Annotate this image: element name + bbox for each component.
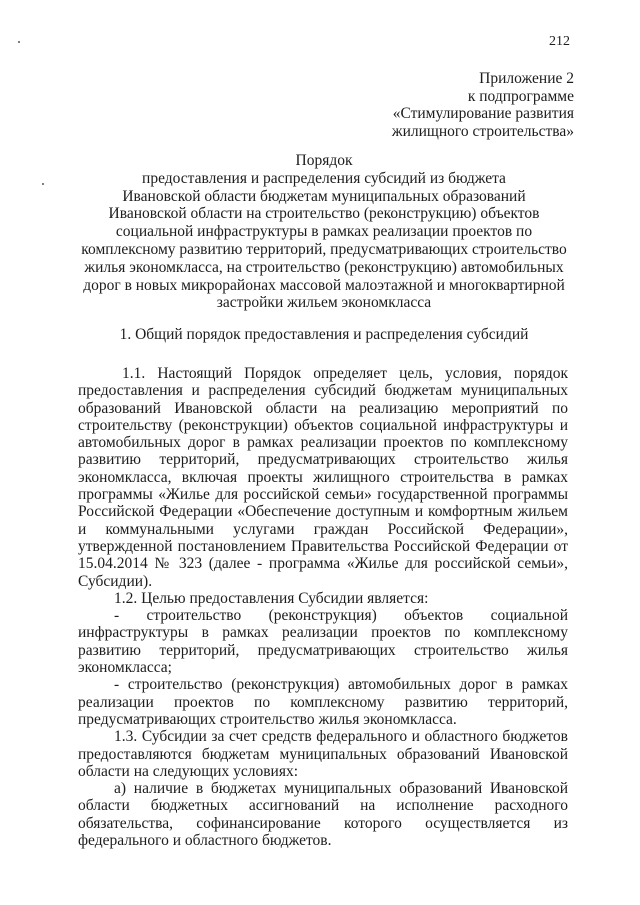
appendix-line: Приложение 2 xyxy=(479,70,574,87)
condition-a: а) наличие в бюджетах муниципальных образований Ивановской области бюджетных ассигнований на исполнение расходного обязательства, софинансирование которого осуществляется из федерального и областного бюджетов. xyxy=(78,780,568,850)
list-item-social-infrastructure: - строительство (реконструкция) объектов социальной инфраструктуры в рамках реализации проектов по комплексному развитию территорий, предусматривающих строительство жилья экономкласса; xyxy=(78,607,568,677)
scan-speck xyxy=(42,183,44,185)
title-line: Порядок xyxy=(295,152,353,169)
appendix-line: к подпрограмме xyxy=(467,87,574,105)
title-line: Ивановской области бюджетам муниципальных образований xyxy=(122,187,526,205)
document-body xyxy=(78,365,568,849)
list-item-roads: - строительство (реконструкция) автомобильных дорог в рамках реализации проектов по комплексному развитию территорий, предусматривающих строительство жилья экономкласса. xyxy=(78,676,568,728)
document-title xyxy=(78,152,570,312)
page-number: 212 xyxy=(549,34,570,49)
appendix-line: жилищного строительства» xyxy=(391,122,574,140)
paragraph-1-1: 1.1. Настоящий Порядок определяет цель, условия, порядок предоставления и распределения субсидий бюджетам муниципальных образований Ивановской области на реализацию мероприятий по строительству (реконструкции) объектов социальной инфраструктуры и автомобильных дорог в рамках реализации проектов по комплексному развитию территорий, предусматривающих строительство жилья экономкласса, включая проекты жилищного строительства в рамках программы «Жилье для российской семьи» государственной программы Российской Федерации «Обеспечение доступным и комфортным жильем и коммунальными услугами граждан Российской Федерации», утвержденной постановлением Правительства Российской Федерации от 15.04.2014 № 323 (далее - программа «Жилье для российской семьи», Субсидии). xyxy=(78,365,568,590)
paragraph-1-3: 1.3. Субсидии за счет средств федерального и областного бюджетов предоставляются бюджетам муниципальных образований Ивановской области на следующих условиях: xyxy=(78,728,568,780)
title-line: предоставления и распределения субсидий из бюджета xyxy=(142,169,506,187)
paragraph-1-2: 1.2. Целью предоставления Субсидии является: xyxy=(114,589,429,607)
title-line: застройки жильем экономкласса xyxy=(216,294,432,312)
title-line: социальной инфраструктуры в рамках реализации проектов по xyxy=(115,223,533,241)
appendix-reference xyxy=(392,70,574,140)
appendix-line: «Стимулирование развития xyxy=(392,105,574,122)
title-line: дорог в новых микрорайонах массовой малоэтажной и многоквартирной xyxy=(83,276,565,294)
title-line: жилья экономкласса, на строительство (реконструкцию) автомобильных xyxy=(84,258,564,276)
title-line: Ивановской области на строительство (реконструкцию) объектов xyxy=(108,205,540,223)
section-heading: 1. Общий порядок предоставления и распределения субсидий xyxy=(119,326,529,343)
title-line: комплексному развитию территорий, предусматривающих строительство xyxy=(81,240,567,258)
scan-speck xyxy=(18,41,20,43)
